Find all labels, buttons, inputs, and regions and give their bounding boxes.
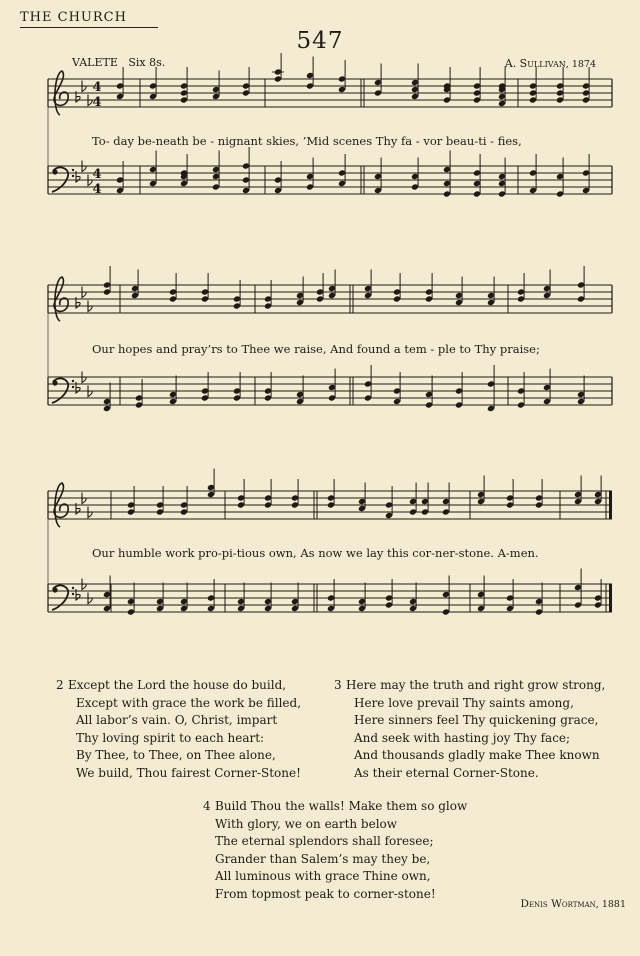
stanza-line: With glory, we on earth below bbox=[215, 816, 398, 831]
stanza-line: The eternal splendors shall foresee; bbox=[215, 834, 434, 849]
stanza-number: 4 bbox=[203, 799, 211, 813]
lyric-line-1: To- day be-neath be - nignant skies, ’Mid scenes Thy fa - vor beau-ti - fies, bbox=[92, 134, 522, 148]
time-signature-top: 4 bbox=[92, 167, 102, 182]
stanza-line: Except the Lord the house do build, bbox=[68, 678, 287, 692]
bass-clef-dot bbox=[72, 587, 74, 589]
stanza-line: As their eternal Corner-Stone. bbox=[354, 765, 539, 780]
flat-icon bbox=[88, 593, 92, 604]
bass-clef-dot bbox=[52, 169, 57, 174]
author-year: 1881 bbox=[601, 899, 626, 910]
stanza-line: From topmost peak to corner-stone! bbox=[215, 886, 436, 901]
stanza-line: All luminous with grace Thine own, bbox=[215, 869, 431, 884]
bass-clef-dot bbox=[72, 386, 74, 388]
treble-clef-icon bbox=[54, 71, 68, 115]
tune-name: VALETE bbox=[72, 56, 118, 69]
stanza-line: Build Thou the walls! Make them so glow bbox=[215, 799, 468, 813]
stanza-3 bbox=[334, 677, 606, 783]
flat-icon bbox=[82, 287, 86, 298]
stanza-number: 3 bbox=[334, 678, 342, 692]
stanza-line: Here sinners feel Thy quickening grace, bbox=[354, 713, 599, 728]
flat-icon bbox=[88, 507, 92, 518]
stanza-line: By Thee, to Thee, on Thee alone, bbox=[76, 748, 276, 763]
stanza-line: And seek with hasting joy Thy face; bbox=[354, 730, 571, 745]
composer-credit: A. Sullivan, 1874 bbox=[504, 57, 596, 70]
time-signature-top: 4 bbox=[92, 80, 102, 95]
time-signature-bottom: 4 bbox=[92, 95, 102, 110]
author-credit: Denis Wortman, 1881 bbox=[520, 898, 626, 910]
stanza-line: All labor’s vain. O, Christ, impart bbox=[76, 713, 278, 728]
bass-clef-dot bbox=[72, 175, 74, 177]
section-header: THE CHURCH bbox=[20, 10, 158, 28]
stanza-line: Grander than Salem’s may they be, bbox=[215, 851, 431, 866]
stanza-line: We build, Thou fairest Corner-Stone! bbox=[76, 765, 301, 780]
stanza-number: 2 bbox=[56, 678, 64, 692]
flat-icon bbox=[82, 372, 86, 383]
treble-clef-icon bbox=[54, 483, 68, 527]
flat-icon bbox=[82, 81, 86, 92]
time-signature-bottom: 4 bbox=[92, 182, 102, 197]
bass-clef-dot bbox=[72, 593, 74, 595]
stanza-4 bbox=[203, 798, 468, 904]
flat-icon bbox=[82, 493, 86, 504]
flat-icon bbox=[82, 579, 86, 590]
flat-icon bbox=[82, 161, 86, 172]
bass-clef-dot bbox=[52, 587, 57, 592]
stanza-line: Except with grace the work be filled, bbox=[76, 695, 302, 710]
stanza-line: And thousands gladly make Thee known bbox=[354, 748, 600, 763]
flat-icon bbox=[88, 301, 92, 312]
lyric-line-3: Our humble work pro-pi-tious own, As now we lay this cor-ner-stone. A-men. bbox=[92, 546, 539, 560]
stanza-line: Thy loving spirit to each heart: bbox=[76, 730, 265, 745]
tune-meter: Six 8s. bbox=[128, 56, 166, 69]
flat-icon bbox=[88, 386, 92, 397]
bass-clef-dot bbox=[52, 380, 57, 385]
stanza-line: Here may the truth and right grow strong, bbox=[346, 678, 606, 692]
hymn-number: 547 bbox=[296, 28, 344, 54]
stanza-line: Here love prevail Thy saints among, bbox=[354, 695, 574, 710]
composer-year: 1874 bbox=[571, 59, 596, 70]
treble-clef-icon bbox=[54, 277, 68, 321]
author-name: Denis Wortman bbox=[520, 898, 596, 910]
bass-clef-dot bbox=[72, 380, 74, 382]
lyric-line-2: Our hopes and pray’rs to Thee we raise, And found a tem - ple to Thy praise; bbox=[92, 342, 540, 356]
bass-clef-dot bbox=[72, 169, 74, 171]
composer-name: A. Sullivan bbox=[504, 57, 566, 70]
stanza-2 bbox=[56, 677, 302, 783]
